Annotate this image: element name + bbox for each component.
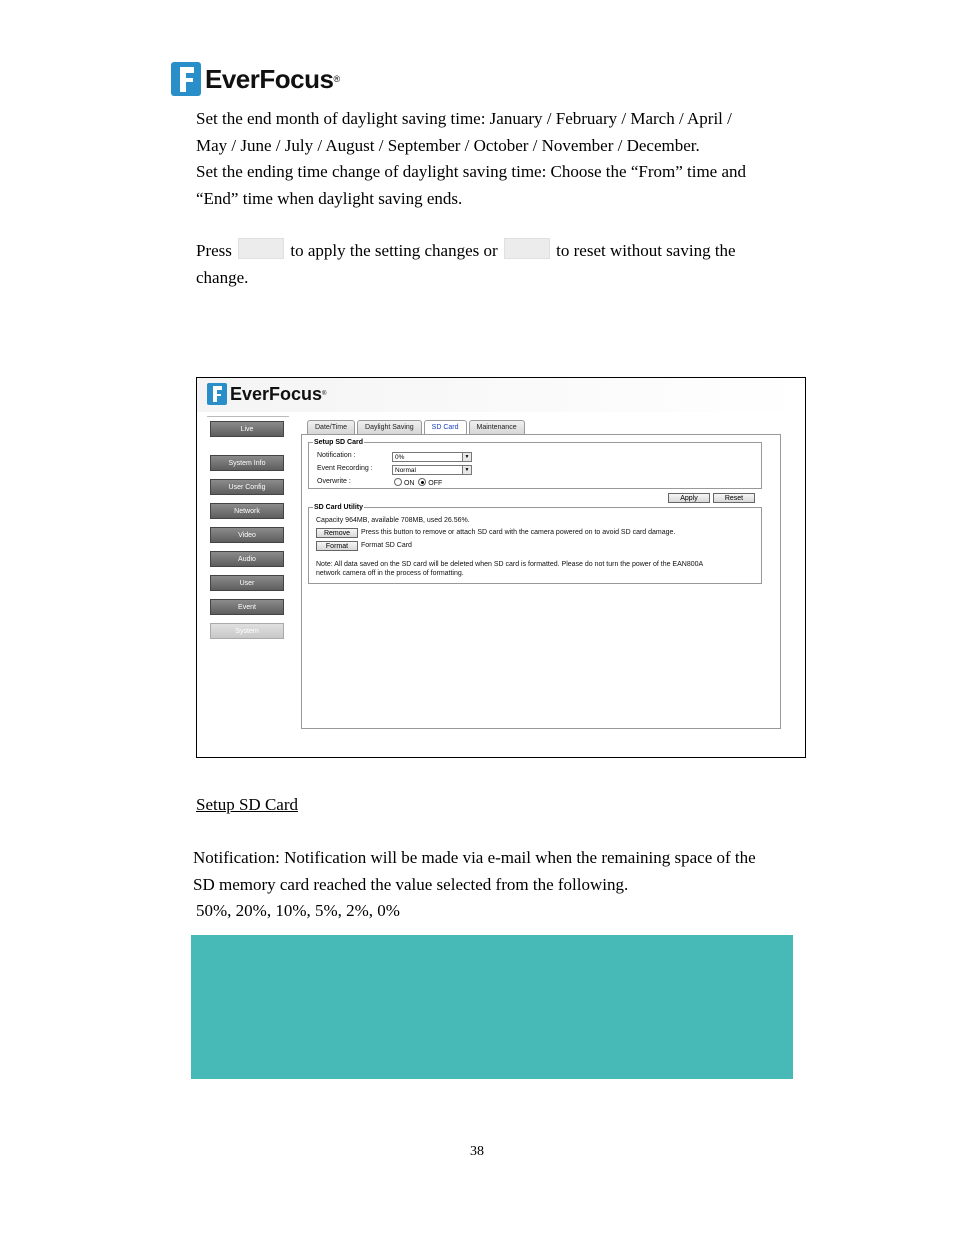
remove-button[interactable]: Remove: [316, 528, 358, 538]
notification-line2: SD memory card reached the value selected from the following.: [193, 874, 629, 894]
notification-label: Notification :: [317, 452, 356, 459]
notification-values: 50%, 20%, 10%, 5%, 2%, 0%: [196, 901, 400, 920]
setup-sd-card-group: [308, 439, 762, 489]
chevron-down-icon: ▼: [462, 453, 471, 461]
overwrite-on-label: ON: [403, 480, 415, 487]
screenshot-header: [197, 378, 805, 412]
tab-date-time[interactable]: Date/Time: [307, 420, 355, 435]
event-recording-select[interactable]: [392, 465, 472, 475]
press-paragraph: [196, 238, 796, 291]
screenshot-logo: [207, 383, 326, 405]
everfocus-logo-icon: [207, 383, 227, 405]
chevron-down-icon: ▼: [462, 466, 471, 474]
nav-video[interactable]: Video: [210, 527, 284, 543]
brand-registered: ®: [333, 74, 341, 84]
sd-card-utility-legend: SD Card Utility: [314, 504, 364, 511]
nav-system-info[interactable]: System Info: [210, 455, 284, 471]
capacity-text: Capacity 964MB, available 708MB, used 26.56%.: [316, 517, 470, 524]
setup-sd-card-legend: Setup SD Card: [314, 439, 364, 446]
notification-paragraph: [193, 845, 803, 925]
intro-line: Set the end month of daylight saving time: January / February / March / April /: [196, 109, 732, 128]
settings-tabs: [307, 420, 527, 435]
tab-maintenance[interactable]: Maintenance: [469, 420, 525, 435]
everfocus-logo-icon: [171, 62, 201, 96]
section-title: Setup SD Card: [196, 795, 298, 814]
intro-line: “End” time when daylight saving ends.: [196, 188, 463, 208]
sd-card-settings-screenshot: [196, 377, 806, 758]
apply-button-image: [238, 238, 284, 259]
nav-network[interactable]: Network: [210, 503, 284, 519]
format-description: Format SD Card: [361, 542, 412, 549]
event-recording-value: Normal: [395, 467, 416, 474]
nav-separator: [207, 416, 289, 417]
overwrite-off-radio[interactable]: [418, 478, 426, 486]
notification-value: 0%: [395, 454, 405, 461]
intro-line: Set the ending time change of daylight saving time: Choose the “From” time and: [196, 162, 747, 181]
remove-description: Press this button to remove or attach SD card with the camera powered on to avoid SD card damage.: [361, 529, 676, 536]
intro-paragraph: [196, 106, 796, 212]
intro-line: May / June / July / August / September / October / November / December.: [196, 135, 700, 155]
nav-live[interactable]: Live: [210, 421, 284, 437]
press-word: Press: [196, 241, 232, 260]
apply-button[interactable]: Apply: [668, 493, 710, 503]
notification-select[interactable]: [392, 452, 472, 462]
overwrite-off-label: OFF: [428, 480, 443, 487]
overwrite-label: Overwrite :: [317, 478, 351, 485]
nav-user-config[interactable]: User Config: [210, 479, 284, 495]
tab-sd-card[interactable]: SD Card: [424, 420, 467, 435]
nav-user[interactable]: User: [210, 575, 284, 591]
overwrite-options: [394, 478, 442, 487]
format-button[interactable]: Format: [316, 541, 358, 551]
brand-name: EverFocus: [205, 63, 334, 94]
everfocus-logo: [171, 62, 340, 96]
reset-button-image: [504, 238, 550, 259]
teal-block: [191, 935, 793, 1079]
nav-system[interactable]: System: [210, 623, 284, 639]
reset-button[interactable]: Reset: [713, 493, 755, 503]
notification-line1: Notification: Notification will be made via e-mail when the remaining space of the: [193, 848, 756, 867]
settings-content: [301, 434, 781, 729]
page-number: 38: [470, 1144, 484, 1159]
nav-event[interactable]: Event: [210, 599, 284, 615]
press-text-apply: to apply the setting changes or: [290, 241, 498, 260]
format-note-line2: network camera off in the process of formatting.: [316, 570, 464, 577]
tab-daylight-saving[interactable]: Daylight Saving: [357, 420, 422, 435]
screenshot-brand: EverFocus: [230, 383, 323, 404]
overwrite-on-radio[interactable]: [394, 478, 402, 486]
press-text-reset: to reset without saving the: [556, 241, 736, 260]
event-recording-label: Event Recording :: [317, 465, 373, 472]
press-line2: change.: [196, 267, 249, 287]
format-note-line1: Note: All data saved on the SD card will be deleted when SD card is formatted. Please do not turn the power of the EAN800A: [316, 561, 704, 568]
screenshot-brand-reg: ®: [322, 391, 327, 397]
nav-audio[interactable]: Audio: [210, 551, 284, 567]
